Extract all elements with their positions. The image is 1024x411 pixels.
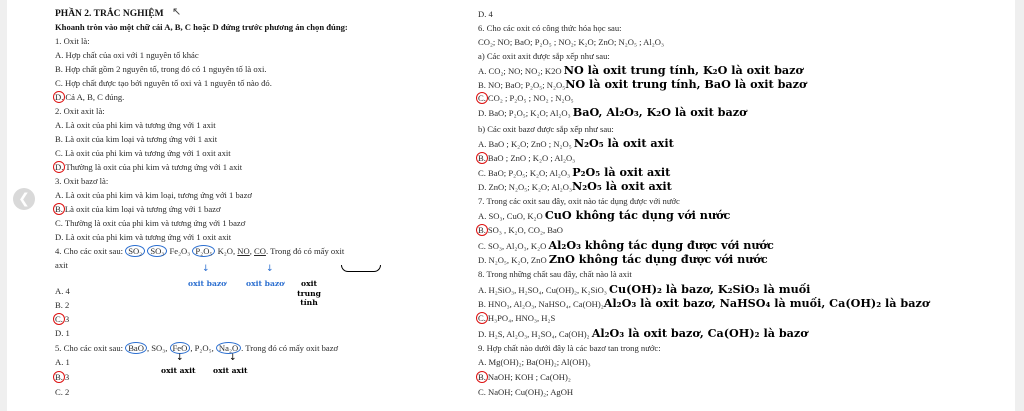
q2-option-b[interactable]: B. Là oxit của kim loại và tương ứng với 1 axit bbox=[55, 134, 218, 144]
q7-stem: 7. Trong các oxit sau đây, oxit nào tác dụng được với nước bbox=[478, 196, 680, 206]
annotation-note: oxit trung tính bbox=[297, 279, 321, 307]
q7-option-a[interactable]: A. SO₃, CuO, K₂O CuO không tác dụng với nước bbox=[478, 208, 731, 222]
q2-option-d[interactable]: D. Thường là oxit của phi kim và tương ứng với 1 axit bbox=[55, 162, 243, 172]
q6b-option-c[interactable]: C. BaO; P₂O₅; K₂O; Al₂O₃ P₂O₅ là oxit axit bbox=[478, 165, 671, 179]
annotation-note: oxit axit bbox=[161, 366, 196, 375]
q4-stem-cont: axit bbox=[55, 260, 68, 270]
handwritten-note: NO là oxit trung tính, K₂O là oxit bazơ bbox=[563, 63, 803, 77]
arrow-down-icon: ↓ bbox=[229, 353, 237, 363]
handwritten-note: N₂O₅ là oxit axit bbox=[572, 179, 672, 193]
q3-option-a[interactable]: A. Là oxit của phi kim và kim loại, tương ứng với 1 bazơ bbox=[55, 190, 252, 200]
q8-stem: 8. Trong những chất sau đây, chất nào là axit bbox=[478, 269, 632, 279]
answer-circle: D. bbox=[55, 162, 64, 172]
handwritten-note: Al₂O₃ là oxit bazơ, Ca(OH)₂ là bazơ bbox=[591, 326, 808, 340]
formula-p2o5: P₂O₅ bbox=[192, 245, 215, 257]
q4-option-c[interactable]: C. 3 bbox=[55, 314, 70, 324]
q8-option-d[interactable]: D. H₂S, Al₂O₃, H₂SO₄, Ca(OH)₂ Al₂O₃ là oxit bazơ, Ca(OH)₂ là bazơ bbox=[478, 326, 808, 340]
q7-option-c[interactable]: C. SO₃, Al₂O₃, K₂O Al₂O₃ không tác dụng được với nước bbox=[478, 238, 774, 252]
formula-na2o: Na₂O bbox=[216, 342, 241, 354]
handwritten-note: CuO không tác dụng với nước bbox=[544, 208, 731, 222]
q4-option-d[interactable]: D. 1 bbox=[55, 328, 70, 338]
handwritten-note: Cu(OH)₂ là bazơ, K₂SiO₃ là muối bbox=[609, 282, 811, 296]
q4-stem: 4. Cho các oxit sau: SO₂ SO₃ Fe₂O₃ P₂O₅ K₂O, NO, CO. Trong đó có mấy oxit bbox=[55, 246, 345, 256]
q2-stem: 2. Oxit axit là: bbox=[55, 106, 105, 116]
handwritten-note: N₂O₅ là oxit axit bbox=[573, 136, 674, 150]
q2-option-c[interactable]: C. Là oxit của phi kim và tương ứng với 1 oxit axit bbox=[55, 148, 231, 158]
q3-option-d[interactable]: D. Là oxit của phi kim và tương ứng với 1 oxit axit bbox=[55, 232, 232, 242]
handwritten-note: ZnO không tác dụng được với nước bbox=[548, 252, 768, 266]
instruction: Khoanh tròn vào một chữ cái A, B, C hoặc D đứng trước phương án chọn đúng: bbox=[55, 22, 348, 32]
q6a-option-a[interactable]: A. CO₂; NO; NO₂; K2O NO là oxit trung tính, K₂O là oxit bazơ bbox=[478, 63, 803, 77]
q4-option-d-continued[interactable]: D. 4 bbox=[478, 9, 493, 19]
annotation-note: oxit bazơ bbox=[188, 279, 227, 288]
q8-option-a[interactable]: A. H₂SiO₃, H₂SO₄, Cu(OH)₂, K₂SiO₃ Cu(OH)₂ là bazơ, K₂SiO₃ là muối bbox=[478, 282, 811, 296]
q1-option-d[interactable]: D. Cả A, B, C đúng. bbox=[55, 92, 125, 102]
formula-no: NO bbox=[237, 246, 250, 256]
q6-part-b: b) Các oxit bazơ được sắp xếp như sau: bbox=[478, 124, 614, 134]
answer-circle: B. bbox=[478, 225, 486, 235]
handwritten-note: Al₂O₃ là oxit bazơ, NaHSO₄ là muối, Ca(OH)₂ là bazơ bbox=[603, 296, 930, 310]
formula-p2o5: P₂O₅ bbox=[194, 343, 212, 353]
arrow-down-icon: ↓ bbox=[176, 353, 184, 363]
handwritten-note: P₂O₅ là oxit axit bbox=[572, 165, 671, 179]
q1-stem: 1. Oxit là: bbox=[55, 36, 90, 46]
answer-circle: B. bbox=[55, 372, 63, 382]
q5-option-c[interactable]: C. 2 bbox=[55, 387, 70, 397]
q8-option-b[interactable]: B. HNO₃, Al₂O₃, NaHSO₄, Ca(OH)₂Al₂O₃ là oxit bazơ, NaHSO₄ là muối, Ca(OH)₂ là bazơ bbox=[478, 296, 930, 310]
arrow-down-icon: ↓ bbox=[202, 264, 210, 274]
q9-stem: 9. Hợp chất nào dưới đây là các bazơ tan trong nước: bbox=[478, 343, 661, 353]
handwritten-note: BaO, Al₂O₃, K₂O là oxit bazơ bbox=[572, 105, 747, 119]
q6a-option-c[interactable]: C. CO₂ ; P₂O₅ ; NO₂ ; N₂O₅ bbox=[478, 93, 574, 103]
q4-option-b[interactable]: B. 2 bbox=[55, 300, 70, 310]
q8-option-c[interactable]: C. H₃PO₄, HNO₃, H₂S bbox=[478, 313, 556, 323]
q1-option-a[interactable]: A. Hợp chất của oxi với 1 nguyên tố khác bbox=[55, 50, 199, 60]
q5-option-b[interactable]: B. 3 bbox=[55, 372, 70, 382]
formula-k2o: K₂O, bbox=[217, 246, 236, 256]
handwritten-note: NO là oxit trung tính, BaO là oxit bazơ bbox=[565, 77, 807, 91]
formula-so3: SO₃ bbox=[147, 245, 167, 257]
answer-circle: D. bbox=[55, 92, 64, 102]
answer-circle: C. bbox=[478, 313, 486, 323]
chevron-left-icon[interactable]: ❮ bbox=[13, 188, 35, 210]
annotation-note: oxit axit bbox=[213, 366, 248, 375]
q3-option-c[interactable]: C. Thường là oxit của phi kim và tương ứng với 1 bazơ bbox=[55, 218, 246, 228]
q9-option-c[interactable]: C. NaOH; Cu(OH)₂; AgOH bbox=[478, 387, 574, 397]
q3-option-b[interactable]: B. Là oxit của kim loại và tương ứng với 1 bazơ bbox=[55, 204, 221, 214]
mouse-cursor-icon: ↖ bbox=[172, 5, 182, 18]
formula-fe2o3: Fe₂O₃ bbox=[169, 246, 191, 256]
answer-circle: B. bbox=[55, 204, 63, 214]
q2-option-a[interactable]: A. Là oxit của phi kim và tương ứng với 1 axit bbox=[55, 120, 216, 130]
answer-circle: B. bbox=[478, 153, 486, 163]
formula-feo: FeO bbox=[170, 342, 191, 354]
section-title: PHẦN 2. TRẮC NGHIỆM bbox=[55, 9, 164, 19]
q7-option-b[interactable]: B. SO₃ , K₂O, CO₂, BaO bbox=[478, 225, 564, 235]
right-edge bbox=[1015, 0, 1024, 411]
formula-so3: SO₃ bbox=[151, 343, 166, 353]
q6a-option-d[interactable]: D. BaO; P₂O₅; K₂O; Al₂O₃ BaO, Al₂O₃, K₂O là oxit bazơ bbox=[478, 105, 747, 119]
q1-option-b[interactable]: B. Hợp chất gồm 2 nguyên tố, trong đó có 1 nguyên tố là oxi. bbox=[55, 64, 267, 74]
q6b-option-b[interactable]: B. BaO ; ZnO ; K₂O ; Al₂O₃ bbox=[478, 153, 576, 163]
q6-list: CO₂; NO; BaO; P₂O₅ ; NO₂; K₂O; ZnO; N₂O₅ ; Al₂O₃ bbox=[478, 37, 664, 47]
formula-co: CO bbox=[254, 246, 266, 256]
annotation-note: oxit bazơ bbox=[246, 279, 285, 288]
handwritten-note: Al₂O₃ không tác dụng được với nước bbox=[548, 238, 774, 252]
q6b-option-d[interactable]: D. ZnO; N₂O₅; K₂O; Al₂O₃N₂O₅ là oxit axit bbox=[478, 179, 672, 193]
q1-option-c[interactable]: C. Hợp chất được tạo bởi nguyên tố oxi và 1 nguyên tố nào đó. bbox=[55, 78, 272, 88]
q6-part-a: a) Các oxit axit được sắp xếp như sau: bbox=[478, 51, 610, 61]
answer-circle: C. bbox=[478, 93, 486, 103]
answer-circle: B. bbox=[478, 372, 486, 382]
q3-stem: 3. Oxit bazơ là: bbox=[55, 176, 109, 186]
q4-option-a[interactable]: A. 4 bbox=[55, 286, 70, 296]
answer-circle: C. bbox=[55, 314, 63, 324]
q7-option-d[interactable]: D. N₂O₅, K₂O, ZnO ZnO không tác dụng được với nước bbox=[478, 252, 768, 266]
formula-bao: BaO bbox=[125, 342, 147, 354]
formula-so2: SO₂ bbox=[125, 245, 145, 257]
left-edge bbox=[0, 0, 7, 411]
q9-option-a[interactable]: A. Mg(OH)₂; Ba(OH)₂; Al(OH)₃ bbox=[478, 357, 591, 367]
q5-stem: 5. Cho các oxit sau: BaO , SO₃, FeO , P₂O₅, Na₂O . Trong đó có mấy oxit bazơ bbox=[55, 343, 339, 353]
q9-option-b[interactable]: B. NaOH; KOH ; Ca(OH)₂ bbox=[478, 372, 571, 382]
q6-stem: 6. Cho các oxit có công thức hóa học sau: bbox=[478, 23, 622, 33]
brace-mark bbox=[341, 265, 381, 272]
q5-option-a[interactable]: A. 1 bbox=[55, 357, 70, 367]
q6a-option-b[interactable]: B. NO; BaO; P₂O₅; N₂O₅NO là oxit trung tính, BaO là oxit bazơ bbox=[478, 77, 807, 91]
arrow-down-icon: ↓ bbox=[266, 264, 274, 274]
q6b-option-a[interactable]: A. BaO ; K₂O; ZnO ; N₂O₅ N₂O₅ là oxit axit bbox=[478, 136, 674, 150]
